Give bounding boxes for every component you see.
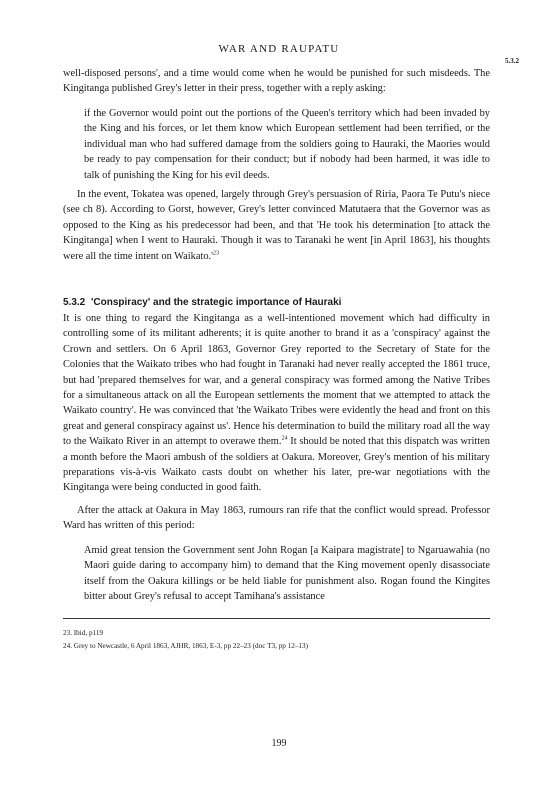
page-number: 199 — [271, 738, 287, 749]
footnote-23: 23. Ibid, p119 — [63, 629, 104, 637]
running-header: WAR AND RAUPATU — [218, 43, 340, 55]
paragraph-2-text: In the event, Tokatea was opened, largely through Grey's persuasion of Riria, Paora Te Putu's niece (see ch 8). According to Gorst, however, Grey's letter convinced Matutaera that the Governor was as opposed to the King as his predecessor had been, and that 'He took his determination [to attack the Kingitanga] when I went to Hauraki. Though it was to Taranaki he went [in April 1863], his thoughts were all the time intent on Waikato.' — [63, 189, 490, 262]
footnote-ref-24: 24 — [281, 435, 288, 442]
paragraph-3-text: It is one thing to regard the Kingitanga as a well-intentioned movement which had difficulty in controlling some of its militant adherents; it is quite another to brand it as a 'conspiracy' against the Crown and settlers. On 6 April 1863, Governor Grey reported to the Secretary of State for the Colonies that the Waikato tribes who had fought in Taranaki had never really accepted the 1861 truce, but had 'prepared themselves for war, and a general conspiracy was formed among the Native Tribes for a simultaneous attack on all the European settlements the moment that we attempted to attack the Waikato country'. He was convinced that 'the Waikato Tribes were evidently the head and front on this great and general conspiracy against us'. Hence his determination to build the military road all the way to the Waikato River in an attempt to overawe them. — [63, 313, 490, 448]
footnote-ref-23: 23 — [213, 250, 220, 257]
paragraph-4: After the attack at Oakura in May 1863, rumours ran rife that the conflict would spread. Professor Ward has written of this period: — [63, 505, 490, 532]
section-heading-title: 'Conspiracy' and the strategic importance of Hauraki — [91, 297, 342, 308]
paragraph-2 — [63, 187, 490, 264]
footnote-rule — [63, 618, 490, 619]
paragraph-3 — [63, 311, 490, 496]
paragraph-3-tail: It should be noted that this dispatch was written a month before the Maori ambush of the soldiers at Oakura. Moreover, Grey's mention of his military preparations vis-à-vis Waikato casts doubt on whether his later, pre-war negotiations with the Kingitanga were being conducted in good faith. — [63, 436, 490, 494]
paragraph-1: well-disposed persons', and a time would come when he would be punished for such misdeeds. The Kingitanga published Grey's letter in their press, together with a reply asking: — [63, 68, 490, 95]
section-heading-number: 5.3.2 — [63, 297, 86, 308]
footnote-24: 24. Grey to Newcastle, 6 April 1863, AJHR, 1863, E-3, pp 22–23 (doc T3, pp 12–13) — [63, 642, 309, 650]
block-quote-2: Amid great tension the Government sent John Rogan [a Kaipara magistrate] to Ngaruawahia (no Maori guide daring to accompany him) to demand that the King movement openly disassociate itself from the Oakura killings or be held liable for punishment also. Rogan found the Kingites bitter about Grey's refusal to accept Tamihana's assistance — [84, 545, 490, 603]
block-quote-1: if the Governor would point out the portions of the Queen's territory which had been invaded by the King and his forces, or let them know which European settlement had been terrified, or the individual man who had suffered damage from the soldiers going to Hauraki, the Maories would be ready to pay compensation for their conduct; but if nobody had been harmed, it was idle to talk of punishing the King for his evil deeds. — [84, 108, 490, 181]
section-heading — [63, 297, 344, 308]
section-number: 5.3.2 — [505, 57, 519, 65]
